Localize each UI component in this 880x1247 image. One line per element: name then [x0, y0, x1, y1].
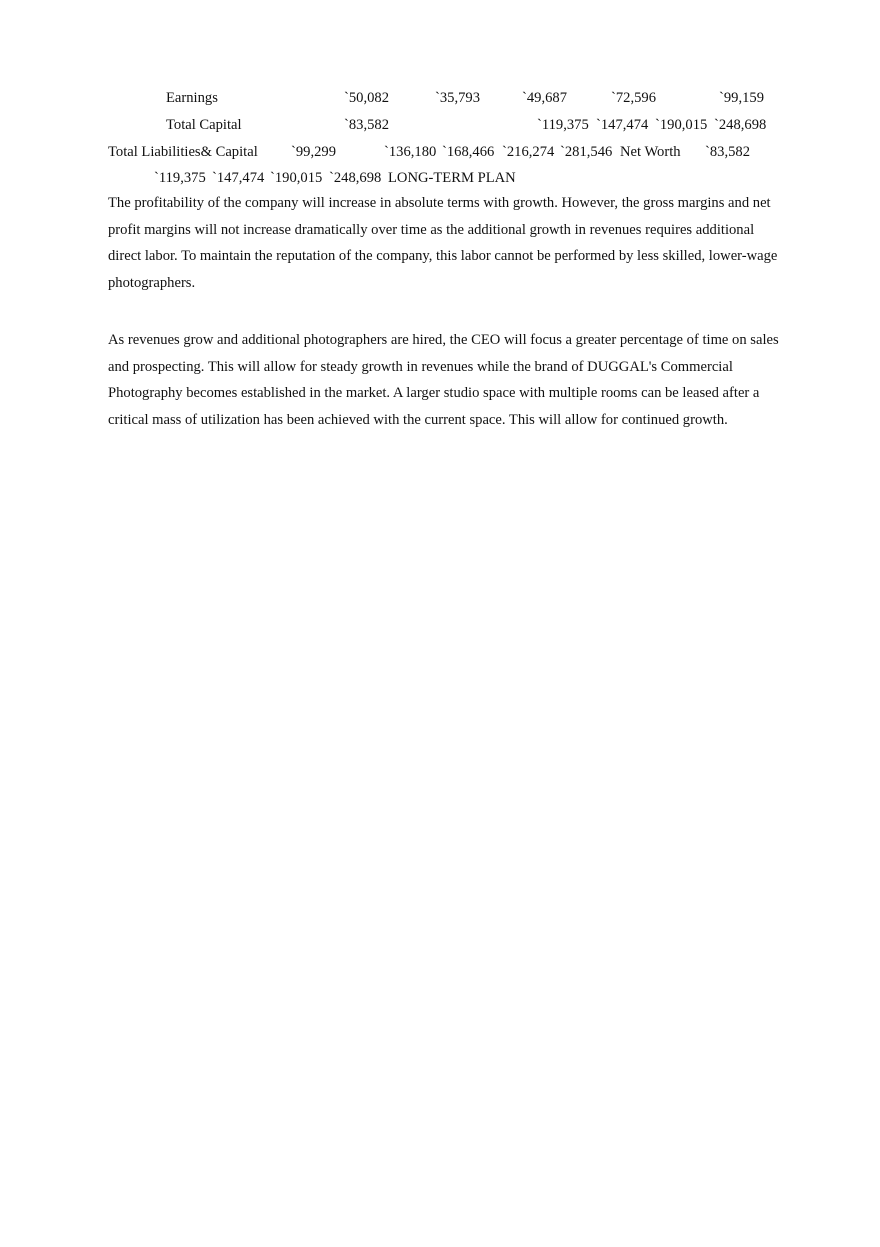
net-worth-value-4: `190,015 — [270, 170, 323, 186]
net-worth-value-2: `119,375 — [154, 170, 206, 186]
total-capital-value-5: `248,698 — [714, 117, 767, 133]
net-worth-label: Net Worth — [620, 144, 681, 160]
total-capital-value-4: `190,015 — [655, 117, 708, 133]
earnings-value-2: `35,793 — [435, 90, 480, 106]
total-liabilities-capital-value-1: `99,299 — [291, 144, 336, 160]
total-capital-label: Total Capital — [166, 117, 242, 133]
total-liabilities-capital-label: Total Liabilities& Capital — [108, 144, 258, 160]
earnings-value-3: `49,687 — [522, 90, 567, 106]
earnings-value-5: `99,159 — [719, 90, 764, 106]
paragraph-profitability: The profitability of the company will increase in absolute terms with growth. However, the gross margins and net profit margins will not increase dramatically over time as the additional growth in revenues requires additional direct labor. To maintain the reputation of the company, this labor cannot be performed by less skilled, lower-wage photographers. — [108, 195, 778, 291]
total-liabilities-capital-value-2: `136,180 — [384, 144, 437, 160]
net-worth-value-3: `147,474 — [212, 170, 265, 186]
total-capital-value-1: `83,582 — [344, 117, 389, 133]
net-worth-value-1: `83,582 — [705, 144, 750, 160]
total-capital-value-3: `147,474 — [596, 117, 649, 133]
earnings-label: Earnings — [166, 90, 218, 106]
earnings-value-1: `50,082 — [344, 90, 389, 106]
earnings-value-4: `72,596 — [611, 90, 656, 106]
total-liabilities-capital-value-4: `216,274 — [502, 144, 555, 160]
net-worth-value-5: `248,698 — [329, 170, 382, 186]
section-heading: LONG-TERM PLAN — [388, 170, 516, 186]
total-capital-value-2: `119,375 — [537, 117, 589, 133]
total-liabilities-capital-value-3: `168,466 — [442, 144, 495, 160]
paragraph-growth-plan: As revenues grow and additional photographers are hired, the CEO will focus a greater percentage of time on sales and prospecting. This will allow for steady growth in revenues while the brand of DUGGAL's Commercial Photography becomes established in the market. A larger studio space with multiple rooms can be leased after a critical mass of utilization has been achieved with the current space. This will allow for continued growth. — [108, 332, 779, 428]
total-liabilities-capital-value-5: `281,546 — [560, 144, 613, 160]
